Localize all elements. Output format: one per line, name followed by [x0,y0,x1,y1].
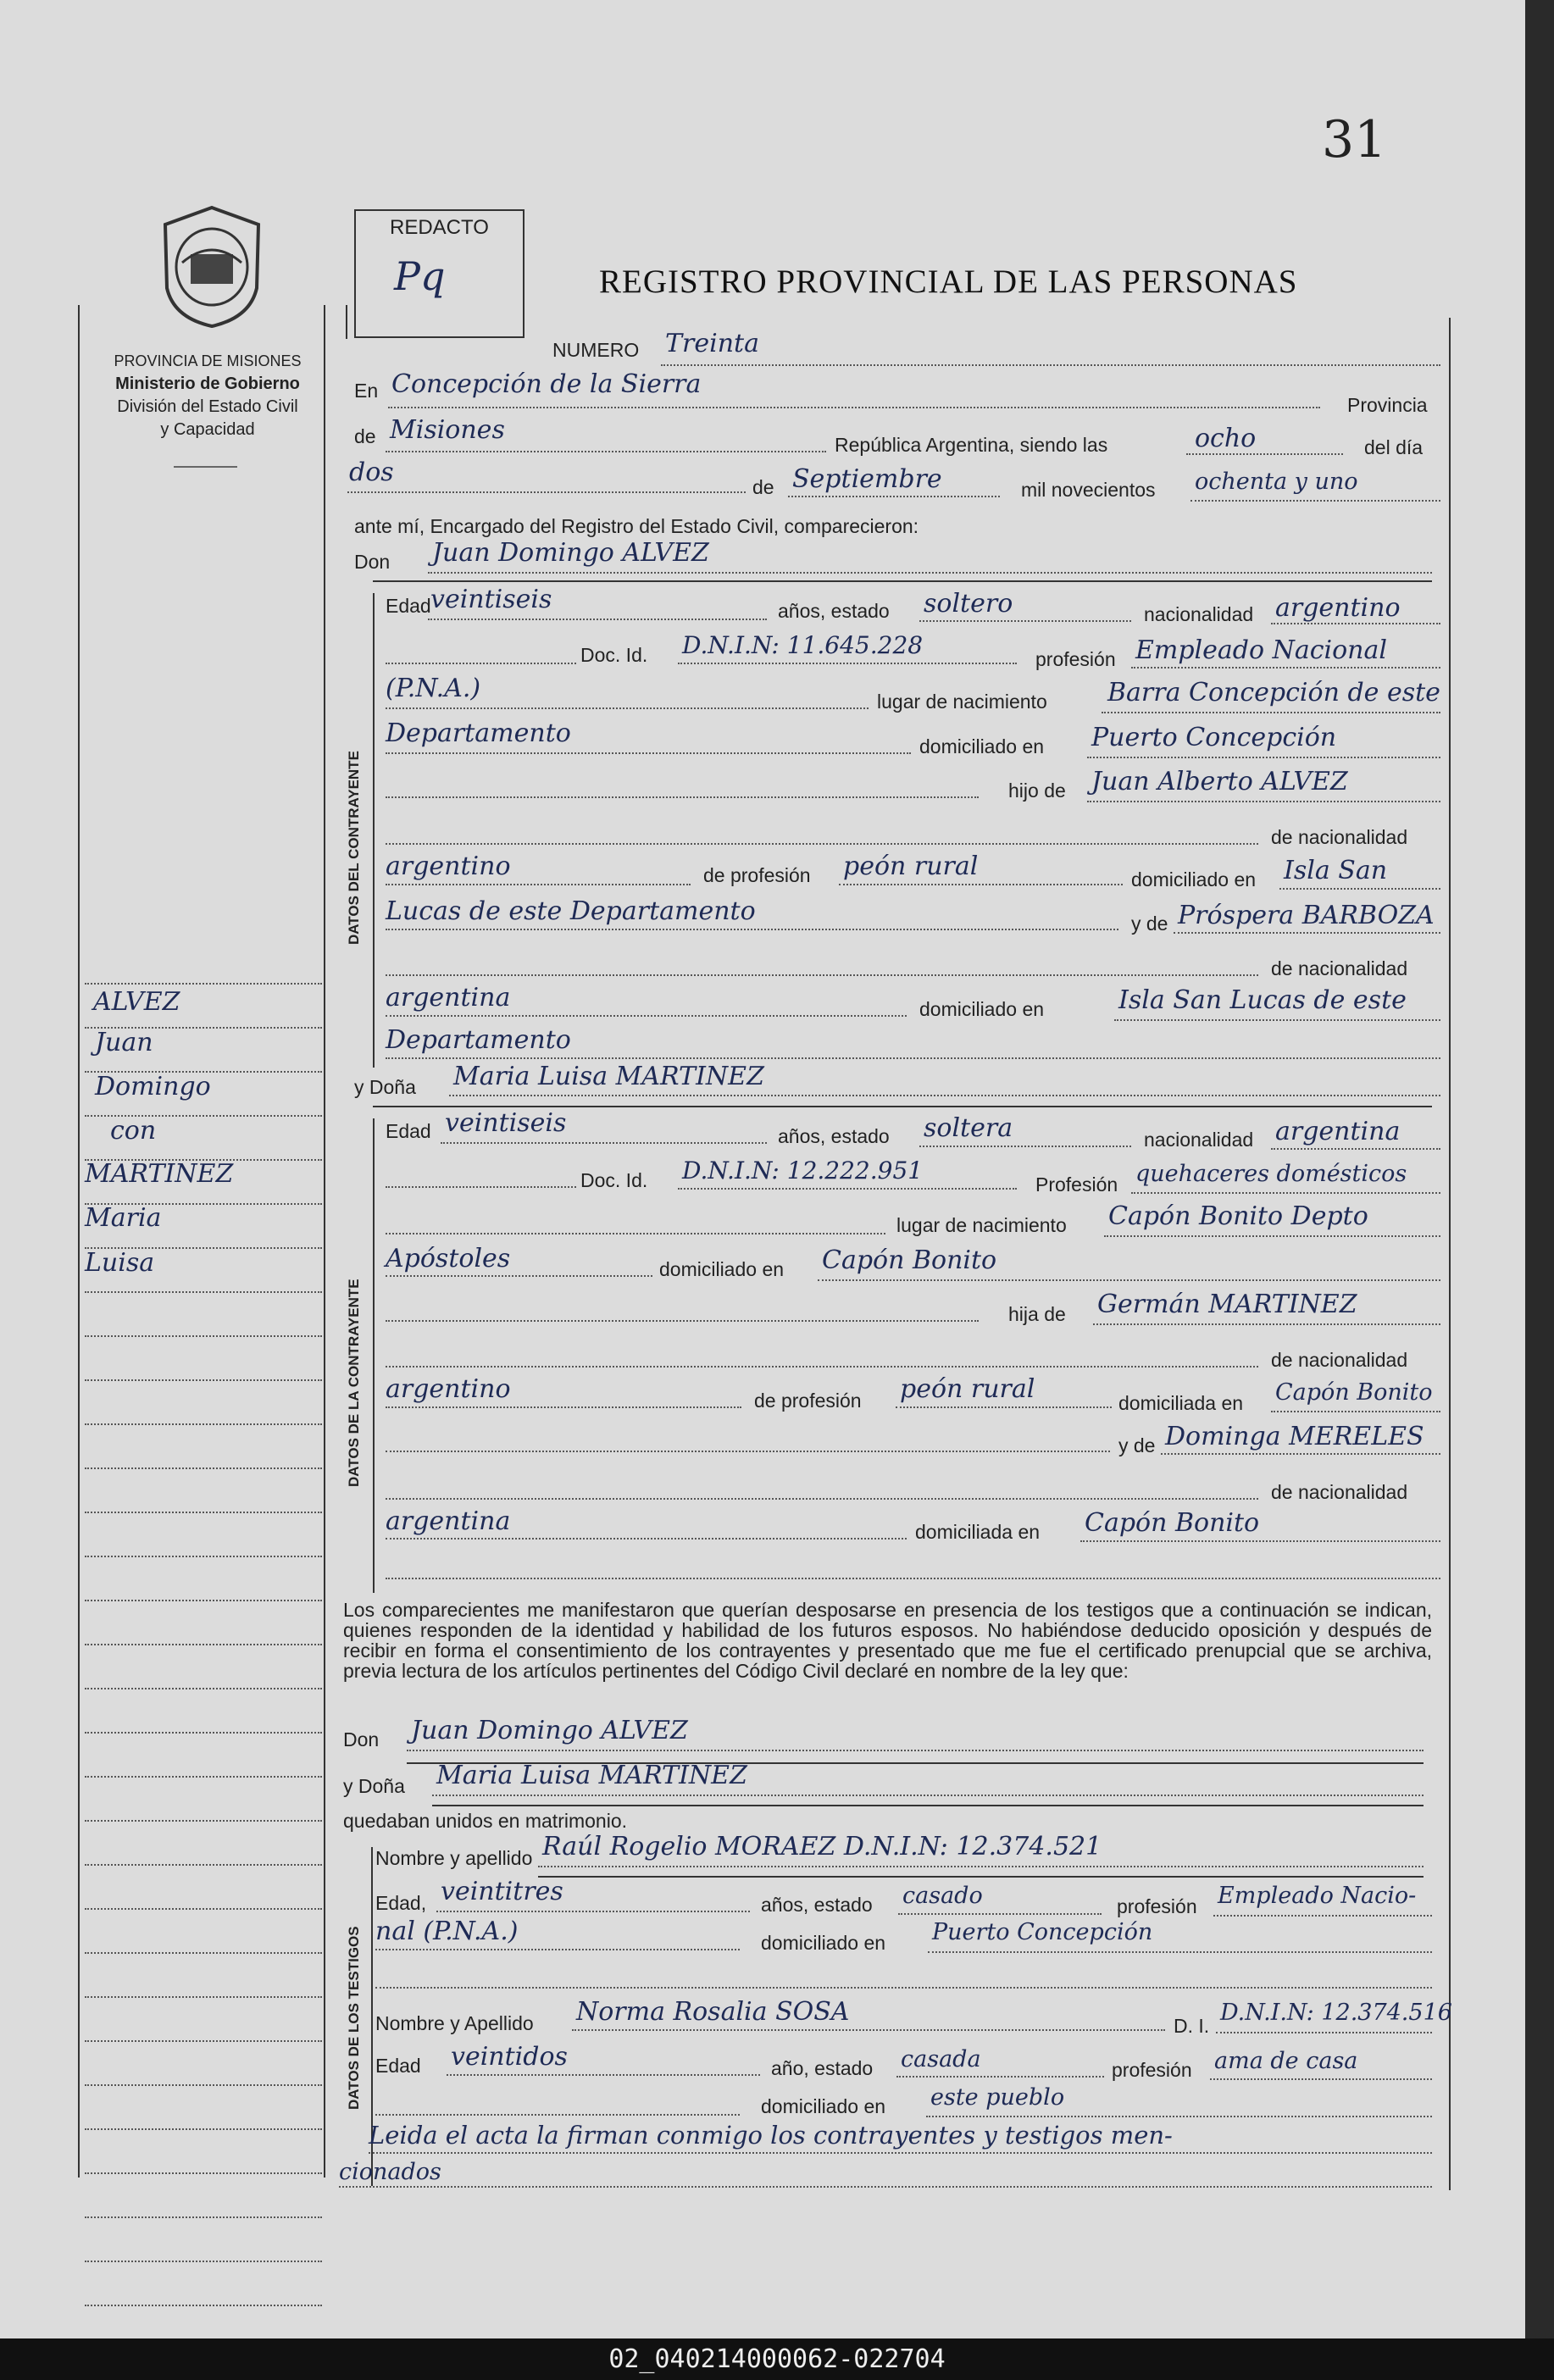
label-doc-1: Doc. Id. [580,644,648,666]
margin-line [85,1512,322,1513]
contrayenta-lugar-nac-2: Apóstoles [386,1244,511,1273]
margin-line [85,1556,322,1557]
label-de-nacionalidad-3: de nacionalidad [1271,1349,1408,1371]
label-numero: NUMERO [552,339,640,361]
label-profesion-3: profesión [1117,1895,1197,1917]
document-title: REGISTRO PROVINCIAL DE LAS PERSONAS [599,264,1298,300]
margin-name-6: Maria [85,1203,162,1233]
label-domiciliado-3: domiciliado en [919,998,1045,1020]
field-hora: ocho [1195,424,1257,453]
contrayenta-domicilio: Capón Bonito [822,1245,997,1275]
label-de-nacionalidad-4: de nacionalidad [1271,1481,1408,1503]
margin-line [85,2216,322,2218]
margin-line [85,1776,322,1778]
label-nacionalidad-2: nacionalidad [1144,1129,1254,1151]
label-de-nacionalidad-2: de nacionalidad [1271,957,1408,979]
label-domiciliada-1: domiciliada en [1118,1392,1244,1414]
margin-line [85,1291,322,1293]
contrayenta-madre-nac: argentina [386,1506,511,1536]
contrayenta-padre-dom: Capón Bonito [1275,1379,1433,1406]
margin-name-2: Juan [95,1028,153,1057]
contrayenta-lugar-nac: Capón Bonito Depto [1108,1201,1368,1231]
margin-line [85,2128,322,2130]
vertical-label-contrayenta: DATOS DE LA CONTRAYENTE [346,1279,362,1487]
label-quedaban: quedaban unidos en matrimonio. [343,1810,628,1832]
margin-name-7: Luisa [85,1248,155,1278]
contrayenta-profesion: quehaceres domésticos [1135,1161,1407,1187]
label-profesion-2: Profesión [1035,1173,1118,1196]
contrayente-lugar-nac: Barra Concepción de este [1107,678,1440,707]
contrayenta-padre-prof: peón rural [900,1374,1035,1404]
contrayente-padre-dom-2: Lucas de este Departamento [386,896,756,926]
label-republica: República Argentina, siendo las [835,434,1108,456]
contrayente-edad: veintiseis [430,585,552,614]
contrayenta-doc: D.N.I.N: 12.222.951 [682,1157,924,1184]
contrayente-padre-prof: peón rural [843,852,979,881]
contrayente-madre-nac: argentina [386,983,511,1012]
label-edad-1: Edad [386,595,431,617]
testigo1-nombre: Raúl Rogelio MORAEZ D.N.I.N: 12.374.521 [542,1832,1102,1861]
field-dia: dos [349,458,394,487]
label-del-dia: del día [1364,436,1424,458]
testigo2-nombre: Norma Rosalia SOSA [576,1997,850,2027]
label-doc-2: Doc. Id. [580,1169,648,1191]
contrayente-profesion: Empleado Nacional [1135,635,1387,665]
label-anos-estado-1: años, estado [778,600,890,622]
margin-name-4: con [110,1116,157,1146]
label-dona-2: y Doña [343,1775,405,1797]
label-edad-4: Edad [375,2055,421,2077]
field-numero: Treinta [665,329,759,358]
label-don-2: Don [343,1728,380,1750]
testigo1-estado: casado [902,1883,983,1909]
label-de-profesion-1: de profesión [703,864,811,886]
label-domiciliado-2: domiciliado en [1131,868,1257,890]
field-lugar: Concepción de la Sierra [391,369,702,399]
label-de-nacionalidad-1: de nacionalidad [1271,826,1408,848]
label-de-mes: de [752,476,774,498]
contrayente-padre-dom: Isla San [1284,856,1388,885]
margin-line [85,2172,322,2174]
contrayente-nacionalidad: argentino [1275,593,1401,623]
label-lugar-nac-1: lugar de nacimiento [877,691,1047,713]
office-ministry: Ministerio de Gobierno [115,374,300,393]
contrayenta-padre: Germán MARTINEZ [1097,1290,1357,1319]
margin-line [85,1996,322,1998]
page-number: 31 [1322,110,1387,169]
label-nombre-apellido-2: Nombre y Apellido [375,2012,534,2034]
label-y-de-2: y de [1118,1434,1156,1456]
label-anos-estado-3: años, estado [761,1894,873,1916]
label-provincia: Provincia [1347,394,1428,416]
field-mes: Septiembre [792,464,942,494]
label-nombre-apellido-1: Nombre y apellido [375,1847,533,1869]
office-division: División del Estado Civil [117,397,298,416]
contrayente-lugar-nac-2: Departamento [386,718,571,748]
contrayenta-padre-nac: argentino [386,1374,511,1404]
margin-line [85,1600,322,1601]
label-hijo-de: hijo de [1008,779,1066,802]
office-province: PROVINCIA DE MISIONES [114,352,302,369]
closing-line-2: cionados [339,2159,441,2185]
label-ante: ante mí, Encargado del Registro del Estado Civil, comparecieron: [354,515,919,537]
label-ano-estado: año, estado [771,2057,874,2079]
margin-line [85,1952,322,1954]
label-nacionalidad-1: nacionalidad [1144,603,1254,625]
matrimonio-dona: Maria Luisa MARTINEZ [436,1761,747,1790]
stamp-label: REDACTO [390,216,489,239]
label-de-profesion-2: de profesión [754,1390,862,1412]
testigo2-di: D.N.I.N: 12.374.516 [1220,2000,1452,2026]
testigo1-domicilio: Puerto Concepción [932,1919,1153,1945]
margin-line [85,1644,322,1645]
testigo1-profesion: Empleado Nacio- [1218,1883,1417,1909]
contrayente-madre: Próspera BARBOZA [1178,901,1435,930]
label-en: En [354,380,379,402]
margin-line [85,1467,322,1469]
label-di: D. I. [1174,2015,1210,2037]
testigo2-estado: casada [901,2046,981,2072]
label-domiciliado-4: domiciliado en [659,1258,785,1280]
margin-name-1: ALVEZ [93,987,180,1017]
contrayenta-estado: soltera [924,1113,1013,1143]
testigo1-edad: veintitres [441,1877,563,1906]
margin-line [85,1864,322,1866]
vertical-label-testigos: DATOS DE LOS TESTIGOS [346,1926,362,2110]
vertical-label-contrayente: DATOS DEL CONTRAYENTE [346,751,362,945]
margin-line [85,1732,322,1734]
margin-line [85,1423,322,1425]
label-edad-3: Edad, [375,1892,427,1914]
contrayente-profesion-2: (P.N.A.) [386,674,481,703]
contrayenta-nombre: Maria Luisa MARTINEZ [453,1062,764,1091]
field-anio: ochenta y uno [1195,469,1358,495]
contrayenta-nacionalidad: argentina [1275,1117,1401,1146]
closing-line: Leida el acta la firman conmigo los contrayentes y testigos men- [369,2121,1173,2150]
office-block [80,350,335,441]
label-anos-estado-2: años, estado [778,1125,890,1147]
book-binding [1525,0,1554,2380]
margin-line [85,2261,322,2262]
label-profesion-4: profesión [1112,2059,1192,2081]
margin-line [85,1908,322,1910]
label-domiciliado-5: domiciliado en [761,1932,886,1954]
redacto-stamp [354,209,524,338]
margin-name-5: MARTINEZ [85,1159,234,1189]
label-hija-de: hija de [1008,1303,1066,1325]
testigo2-profesion: ama de casa [1214,2048,1358,2074]
testigo2-domicilio: este pueblo [930,2084,1065,2111]
image-identifier: 02_040214000062-022704 [0,2338,1554,2380]
contrayenta-madre: Dominga MERELES [1165,1422,1424,1451]
stamp-initials: Pq [394,253,446,299]
contrayente-padre: Juan Alberto ALVEZ [1091,767,1348,796]
declaration-paragraph: Los comparecientes me manifestaron que querían desposarse en presencia de los testigos que a continuación se indican, quienes responden de la identidad y habilidad de los futuros esposos. No habiéndose deducido oposición y después de recibir en forma el consentimiento de los contrayentes y presentado que me fue el certificado prenupcial que se archiva, previa lectura de los artículos pertinentes del Código Civil declaré en nombre de la ley que: [343,1599,1432,1682]
field-de-provincia: Misiones [390,415,505,445]
label-y-de-1: y de [1131,913,1168,935]
contrayente-madre-dom: Isla San Lucas de este [1118,985,1407,1015]
label-don: Don [354,551,391,573]
margin-name-3: Domingo [95,1072,211,1101]
margin-line [85,2305,322,2306]
margin-line [85,1820,322,1822]
provincial-seal-icon [157,203,267,330]
contrayente-padre-nac: argentino [386,852,511,881]
label-y-dona: y Doña [354,1076,416,1098]
label-domiciliada-2: domiciliada en [915,1521,1041,1543]
margin-line [85,1688,322,1689]
label-domiciliado-1: domiciliado en [919,735,1045,757]
label-de: de [354,425,376,447]
contrayente-estado: soltero [924,589,1013,619]
contrayenta-madre-dom: Capón Bonito [1085,1508,1260,1538]
margin-line [85,1379,322,1381]
label-mil: mil novecientos [1021,479,1156,501]
margin-line [85,1335,322,1337]
label-profesion-1: profesión [1035,648,1116,670]
contrayenta-edad: veintiseis [445,1108,567,1138]
margin-line [85,2040,322,2042]
contrayente-madre-dom-2: Departamento [386,1025,571,1055]
office-capacity: y Capacidad [160,420,255,439]
contrayente-doc: D.N.I.N: 11.645.228 [682,631,924,659]
testigo1-profesion-2: nal (P.N.A.) [375,1917,519,1946]
label-domiciliado-6: domiciliado en [761,2095,886,2117]
field-don: Juan Domingo ALVEZ [432,538,709,568]
label-edad-2: Edad [386,1120,431,1142]
testigo2-edad: veintidos [451,2042,568,2072]
contrayente-domicilio: Puerto Concepción [1091,723,1337,752]
matrimonio-don: Juan Domingo ALVEZ [411,1716,688,1745]
margin-line [85,2084,322,2086]
label-lugar-nac-2: lugar de nacimiento [896,1214,1067,1236]
